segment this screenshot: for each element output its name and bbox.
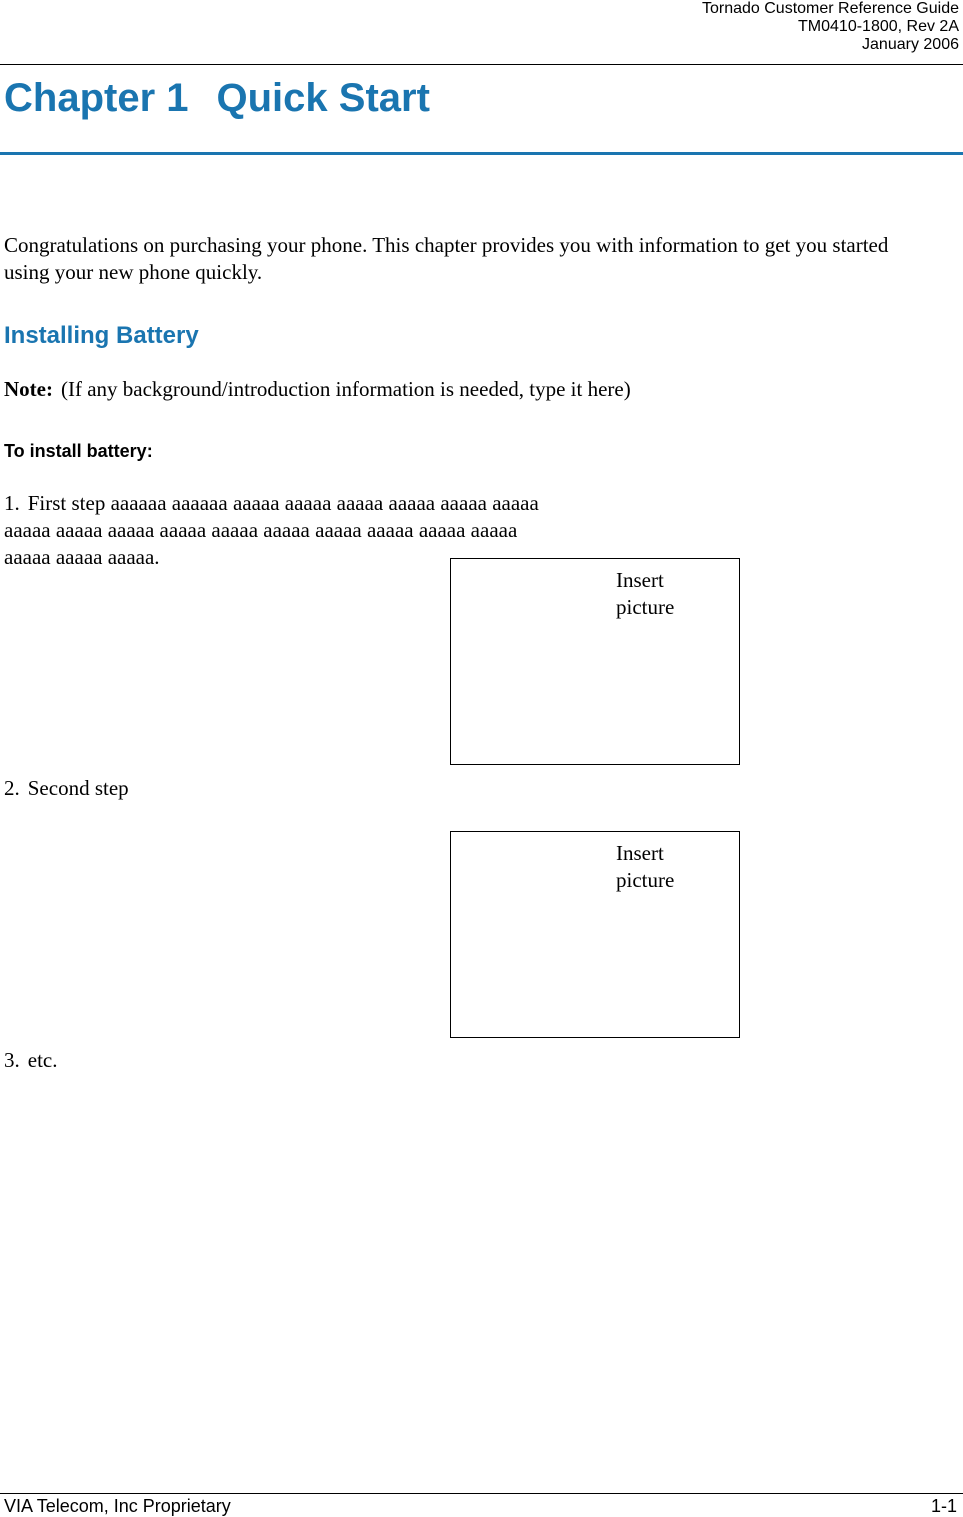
placeholder-line: Insert (616, 841, 664, 865)
header-divider (0, 64, 963, 65)
footer-divider (0, 1493, 963, 1494)
picture-placeholder-text (616, 840, 726, 894)
footer-company: VIA Telecom, Inc Proprietary (4, 1496, 231, 1516)
procedure-heading: To install battery: (4, 441, 153, 461)
section-heading: Installing Battery (4, 322, 199, 349)
placeholder-line: picture (616, 595, 675, 619)
step-2 (4, 775, 129, 802)
step-3 (4, 1047, 57, 1074)
chapter-name: Quick Start (216, 76, 430, 120)
step-number: 2. (4, 776, 20, 800)
note (4, 376, 631, 403)
step-text: First step aaaaaa aaaaaa aaaaa aaaaa aaaaa aaaaa aaaaa aaaaa aaaaa aaaaa aaaaa aaaaa aaaaa aaaaa aaaaa aaaaa aaaaa aaaaa aaaaa aaaaa aaaaa. (4, 491, 539, 569)
picture-placeholder-1 (450, 558, 740, 765)
note-text: (If any background/introduction information is needed, type it here) (60, 377, 631, 401)
step-number: 3. (4, 1048, 20, 1072)
chapter-divider (0, 152, 963, 155)
intro-paragraph: Congratulations on purchasing your phone. This chapter provides you with information to get you started using your new phone quickly. (4, 233, 889, 284)
step-text: etc. (27, 1048, 58, 1072)
header-date: January 2006 (862, 36, 959, 53)
picture-placeholder-2 (450, 831, 740, 1038)
header-document-number: TM0410-1800, Rev 2A (798, 18, 959, 35)
running-header (702, 0, 959, 54)
placeholder-line: Insert (616, 568, 664, 592)
footer-page-number: 1-1 (930, 1496, 957, 1516)
chapter-number: Chapter 1 (4, 76, 189, 120)
placeholder-line: picture (616, 868, 675, 892)
note-label: Note: (4, 377, 53, 401)
step-number: 1. (4, 491, 20, 515)
header-document-title: Tornado Customer Reference Guide (701, 0, 959, 17)
step-text: Second step (27, 776, 129, 800)
chapter-title (4, 74, 430, 122)
picture-placeholder-text (616, 567, 726, 621)
